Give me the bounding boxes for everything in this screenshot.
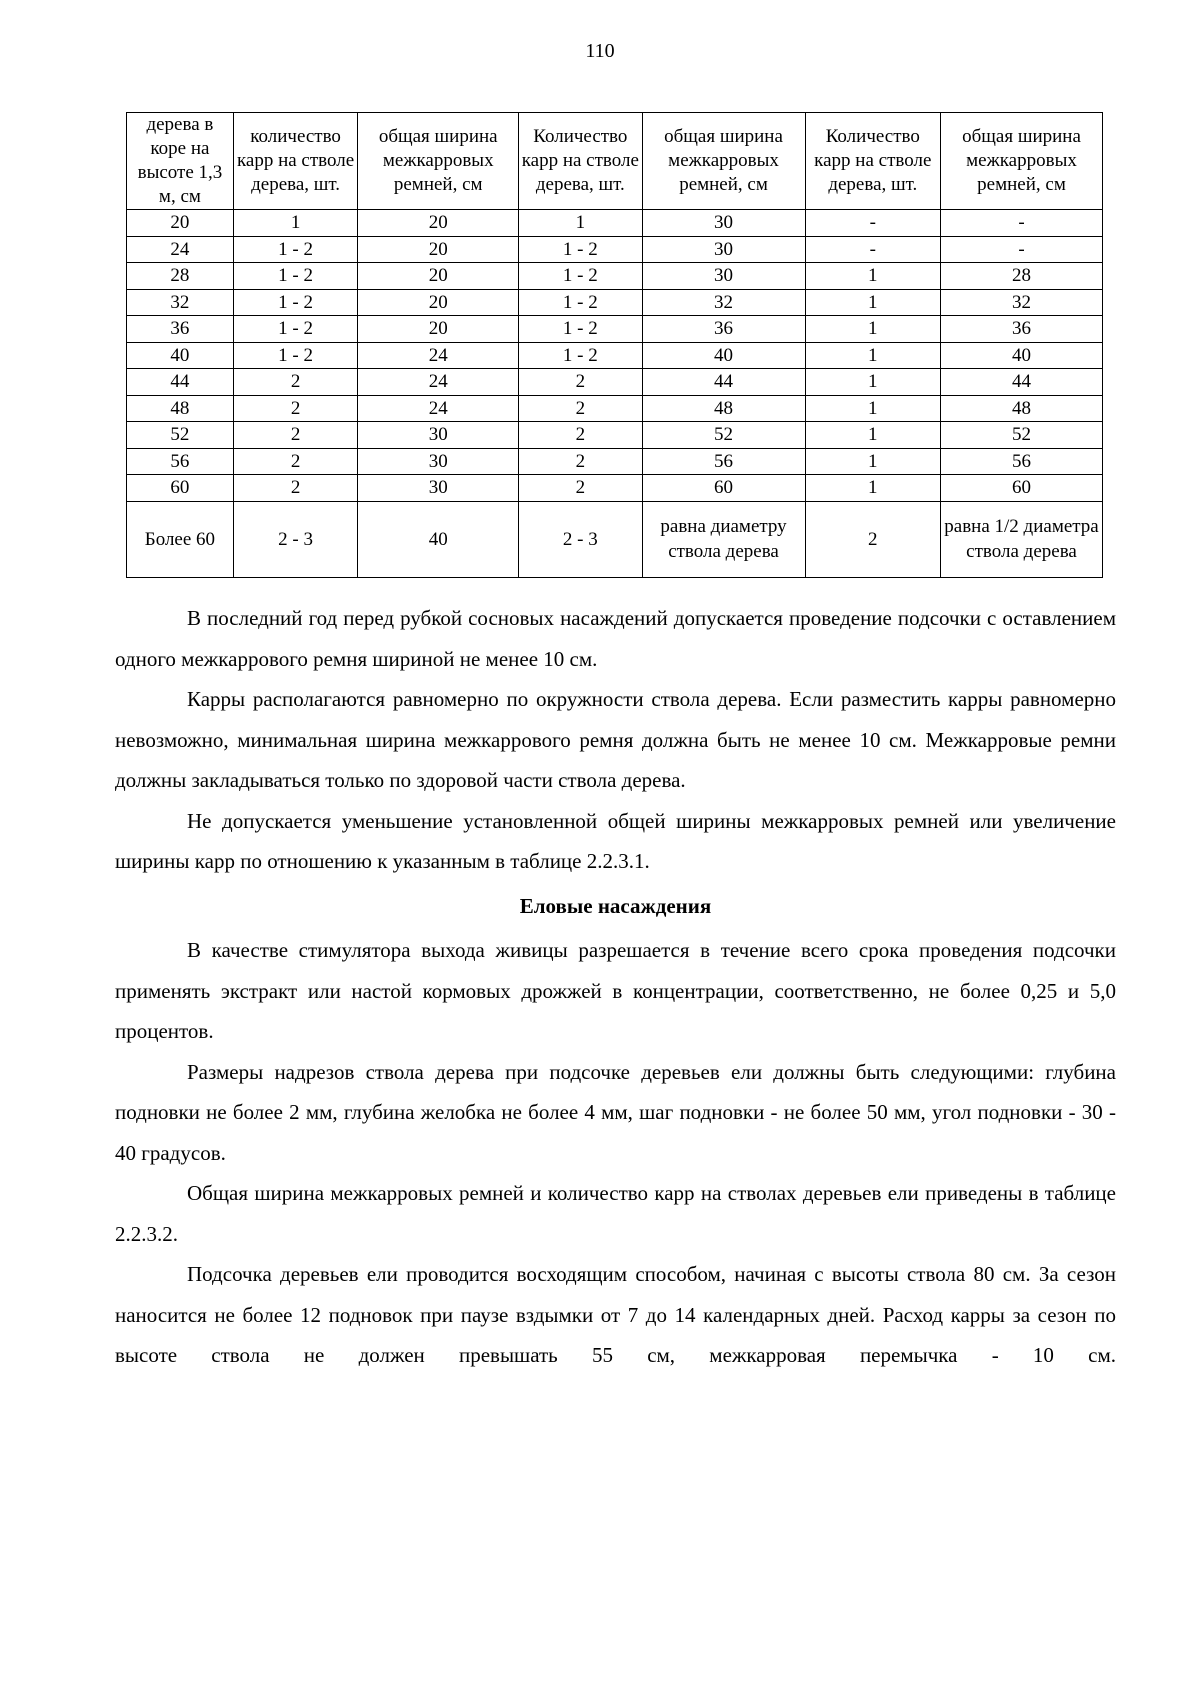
- table-row: [127, 448, 1103, 475]
- table-cell: 30: [358, 422, 519, 449]
- table-cell: 1 - 2: [519, 316, 642, 343]
- table-cell: 2: [519, 422, 642, 449]
- table-cell: 20: [358, 289, 519, 316]
- table-cell: 24: [127, 236, 234, 263]
- table-row: [127, 369, 1103, 396]
- table-cell: 1 - 2: [233, 342, 357, 369]
- table-header-cell: Количество карр на стволе дерева, шт.: [805, 113, 940, 210]
- table-cell: -: [941, 236, 1103, 263]
- table-cell: 1: [805, 369, 940, 396]
- table-cell: 28: [127, 263, 234, 290]
- table-cell: 2 - 3: [233, 501, 357, 577]
- table-cell: -: [805, 236, 940, 263]
- data-table: [126, 112, 1103, 578]
- table-cell: 32: [127, 289, 234, 316]
- table-cell: 1: [805, 475, 940, 502]
- table-cell: 20: [127, 210, 234, 237]
- page-number: 110: [585, 40, 615, 62]
- table-cell: равна диаметру ствола дерева: [642, 501, 805, 577]
- table-cell: 2: [233, 448, 357, 475]
- table-cell: 2: [233, 475, 357, 502]
- table-cell: 2: [233, 369, 357, 396]
- table-header-cell: общая ширина межкарровых ремней, см: [941, 113, 1103, 210]
- table-cell: 32: [941, 289, 1103, 316]
- table-cell: 1: [805, 422, 940, 449]
- table-header-cell: количество карр на стволе дерева, шт.: [233, 113, 357, 210]
- table-header-cell: дерева в коре на высоте 1,3 м, см: [127, 113, 234, 210]
- table-cell: 24: [358, 369, 519, 396]
- table-cell: 56: [642, 448, 805, 475]
- table-row: [127, 289, 1103, 316]
- paragraph: В последний год перед рубкой сосновых насаждений допускается проведение подсочки с оставлением одного межкаррового ремня шириной не менее 10 см.: [115, 606, 1116, 671]
- table-cell: равна 1/2 диаметра ствола дерева: [941, 501, 1103, 577]
- table-header-cell: общая ширина межкарровых ремней, см: [642, 113, 805, 210]
- table-cell: 2: [519, 395, 642, 422]
- table-cell: 56: [127, 448, 234, 475]
- table-cell: 2 - 3: [519, 501, 642, 577]
- table-cell: 30: [642, 210, 805, 237]
- table-cell: 2: [519, 448, 642, 475]
- table-cell: 30: [358, 448, 519, 475]
- table-cell: 52: [127, 422, 234, 449]
- table-row: [127, 422, 1103, 449]
- table-row: [127, 501, 1103, 577]
- table-cell: 20: [358, 316, 519, 343]
- table-cell: 2: [805, 501, 940, 577]
- section-heading: Еловые насаждения: [519, 893, 712, 918]
- table-cell: 36: [127, 316, 234, 343]
- table-cell: 1: [805, 395, 940, 422]
- table-cell: 40: [941, 342, 1103, 369]
- table-cell: 56: [941, 448, 1103, 475]
- paragraph: Размеры надрезов ствола дерева при подсочке деревьев ели должны быть следующими: глубина подновки не более 2 мм, глубина желобка не более 4 мм, шаг подновки - не более 50 мм, угол подновки - 30 - 40 градусов.: [115, 1059, 1116, 1165]
- table-cell: 1: [805, 448, 940, 475]
- table-header-cell: общая ширина межкарровых ремней, см: [358, 113, 519, 210]
- table-cell: 32: [642, 289, 805, 316]
- table-cell: Более 60: [127, 501, 234, 577]
- paragraph: В качестве стимулятора выхода живицы разрешается в течение всего срока проведения подсочки применять экстракт или настой кормовых дрожжей в концентрации, соответственно, не более 0,25 и 5,0 процентов.: [115, 938, 1116, 1043]
- table-cell: 60: [941, 475, 1103, 502]
- table-cell: 2: [233, 395, 357, 422]
- table-cell: 2: [519, 475, 642, 502]
- table-cell: 2: [519, 369, 642, 396]
- table-cell: 1: [805, 316, 940, 343]
- table-cell: 1: [805, 342, 940, 369]
- table-cell: 1 - 2: [519, 263, 642, 290]
- table-cell: 1: [233, 210, 357, 237]
- table-cell: 1: [805, 289, 940, 316]
- table-row: [127, 316, 1103, 343]
- table-cell: 40: [642, 342, 805, 369]
- table-cell: 20: [358, 210, 519, 237]
- table-cell: 1 - 2: [519, 342, 642, 369]
- table-cell: 2: [233, 422, 357, 449]
- table-cell: 1: [519, 210, 642, 237]
- table-cell: 60: [642, 475, 805, 502]
- table-cell: 44: [127, 369, 234, 396]
- paragraph: Общая ширина межкарровых ремней и количество карр на стволах деревьев ели приведены в таблице 2.2.3.2.: [115, 1181, 1116, 1246]
- table-cell: 1 - 2: [233, 263, 357, 290]
- table-cell: 1 - 2: [233, 236, 357, 263]
- table-row: [127, 263, 1103, 290]
- table-cell: 30: [642, 236, 805, 263]
- table-cell: 30: [358, 475, 519, 502]
- table-cell: 1 - 2: [519, 289, 642, 316]
- table-cell: 24: [358, 395, 519, 422]
- table-cell: 36: [642, 316, 805, 343]
- table-cell: -: [941, 210, 1103, 237]
- table-cell: 52: [642, 422, 805, 449]
- table-cell: 1 - 2: [233, 289, 357, 316]
- table-cell: 48: [642, 395, 805, 422]
- table-cell: 48: [941, 395, 1103, 422]
- table-row: [127, 236, 1103, 263]
- table-cell: 40: [127, 342, 234, 369]
- table-cell: 44: [642, 369, 805, 396]
- table-row: [127, 395, 1103, 422]
- table-cell: 30: [642, 263, 805, 290]
- body-text: [115, 598, 1116, 1376]
- table-cell: 28: [941, 263, 1103, 290]
- table-cell: 20: [358, 236, 519, 263]
- table-cell: 1 - 2: [519, 236, 642, 263]
- table-cell: 20: [358, 263, 519, 290]
- table-cell: 48: [127, 395, 234, 422]
- table-header-cell: Количество карр на стволе дерева, шт.: [519, 113, 642, 210]
- table-header-row: [127, 113, 1103, 210]
- paragraph: Подсочка деревьев ели проводится восходящим способом, начиная с высоты ствола 80 см. За сезон наносится не более 12 подновок при паузе вздымки от 7 до 14 календарных дней. Расход карры за сезон по высоте ствола не должен превышать 55 см, межкарровая перемычка - 10 см.: [115, 1262, 1116, 1367]
- paragraph: Не допускается уменьшение установленной общей ширины межкарровых ремней или увеличение ширины карр по отношению к указанным в таблице 2.2.3.1.: [115, 808, 1116, 873]
- table-row: [127, 475, 1103, 502]
- paragraph: Карры располагаются равномерно по окружности ствола дерева. Если разместить карры равномерно невозможно, минимальная ширина межкаррового ремня должна быть не менее 10 см. Межкарровые ремни должны закладываться только по здоровой части ствола дерева.: [115, 687, 1116, 792]
- table-cell: 40: [358, 501, 519, 577]
- table-cell: 60: [127, 475, 234, 502]
- table-cell: 1: [805, 263, 940, 290]
- table-row: [127, 342, 1103, 369]
- table-cell: -: [805, 210, 940, 237]
- table-cell: 36: [941, 316, 1103, 343]
- table-cell: 1 - 2: [233, 316, 357, 343]
- table-cell: 24: [358, 342, 519, 369]
- table-cell: 44: [941, 369, 1103, 396]
- table-cell: 52: [941, 422, 1103, 449]
- table-row: [127, 210, 1103, 237]
